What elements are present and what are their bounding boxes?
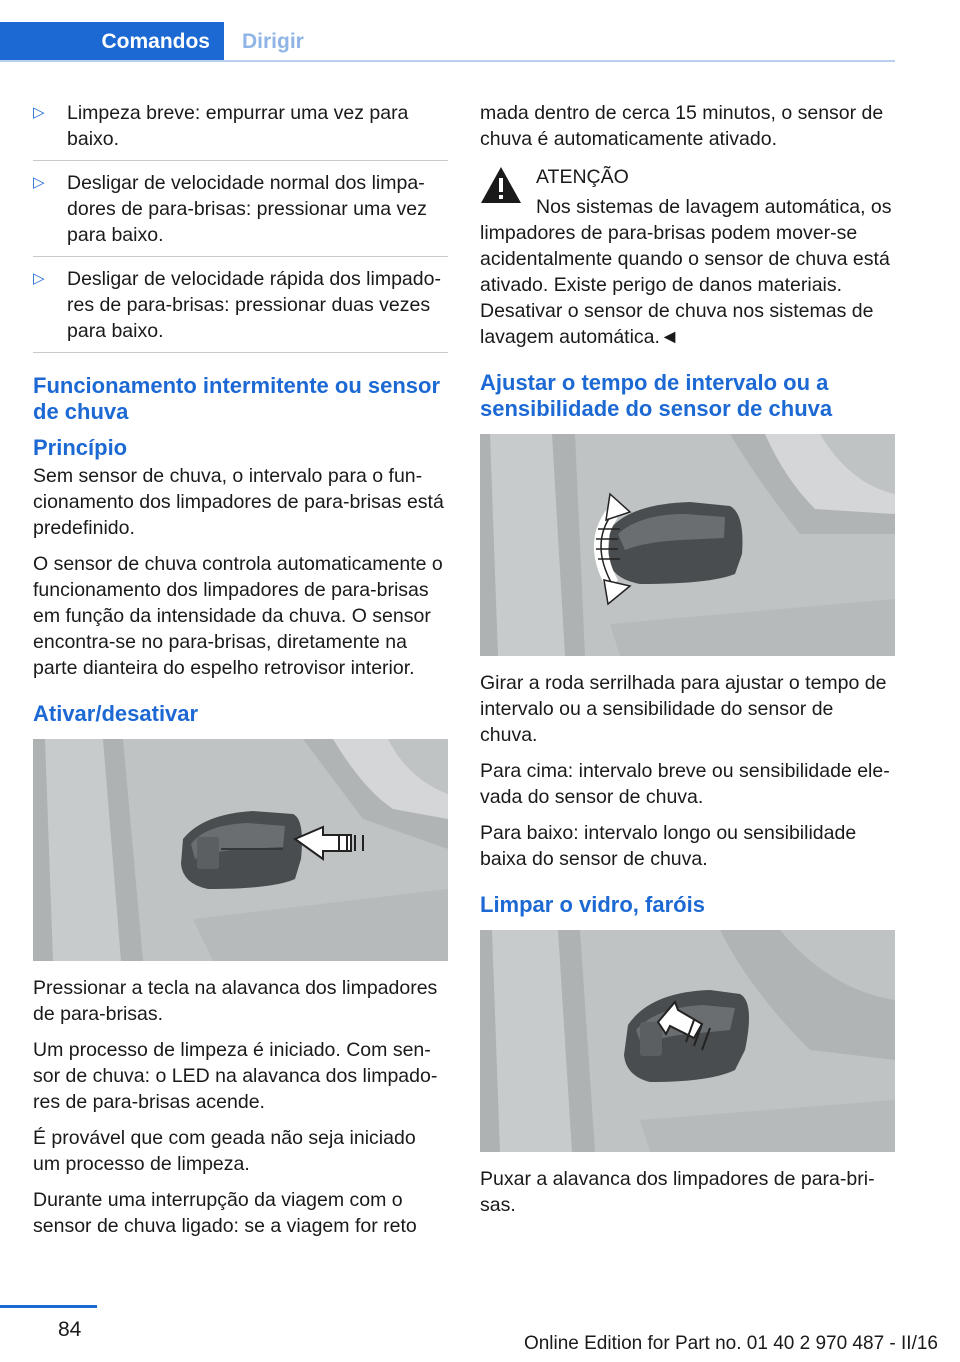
- page-number: 84: [58, 1318, 82, 1341]
- right-column: [480, 100, 895, 1228]
- header-divider: [0, 60, 895, 62]
- paragraph: Sem sensor de chuva, o intervalo para o funcionamento dos limpadores de para-brisas está predefinido.: [33, 465, 444, 539]
- paragraph: Durante uma interrupção da viagem com o sensor de chuva ligado: se a viagem for reto: [33, 1189, 417, 1237]
- wiper-wheel-illustration: [480, 434, 895, 656]
- subsection-title-principle: Princípio: [33, 435, 128, 460]
- wiper-steps-list: [33, 100, 448, 353]
- list-item-text: Desligar de velocidade normal dos limpadores de para-brisas: pressionar uma vez para baixo.: [67, 172, 427, 246]
- wiper-pull-illustration: [480, 930, 895, 1152]
- page-header: [0, 0, 960, 62]
- paragraph: É provável que com geada não seja iniciado um processo de limpeza.: [33, 1127, 416, 1175]
- section-title-intermittent: Funcionamento intermitente ou sensor de chuva: [33, 373, 441, 424]
- list-item: [33, 100, 448, 161]
- list-item-text: Limpeza breve: empurrar uma vez para baixo.: [67, 102, 409, 150]
- tab-comandos[interactable]: Comandos: [0, 22, 224, 62]
- section-title-interval: Ajustar o tempo de intervalo ou a sensibilidade do sensor de chuva: [480, 370, 833, 421]
- section-title-activate: Ativar/desativar: [33, 701, 199, 726]
- tab-dirigir[interactable]: Dirigir: [242, 30, 304, 53]
- list-item: [33, 266, 448, 353]
- paragraph: Um processo de limpeza é iniciado. Com sensor de chuva: o LED na alavanca dos limpadores de para-brisas acende.: [33, 1039, 438, 1113]
- footer-divider: [0, 1305, 97, 1308]
- paragraph: Para cima: intervalo breve ou sensibilidade elevada do sensor de chuva.: [480, 760, 890, 808]
- paragraph: Puxar a alavanca dos limpadores de para-brisas.: [480, 1168, 875, 1216]
- triangle-bullet-icon: ▷: [33, 174, 45, 191]
- list-item-text: Desligar de velocidade rápida dos limpadores de para-brisas: pressionar duas vezes para baixo.: [67, 268, 441, 342]
- left-column: [33, 100, 448, 1249]
- paragraph: Pressionar a tecla na alavanca dos limpadores de para-brisas.: [33, 977, 438, 1025]
- edition-text: Online Edition for Part no. 01 40 2 970 487 - II/16: [523, 1333, 938, 1354]
- warning-text: Nos sistemas de lavagem automática, os limpadores de para-brisas podem mover-se acidentalmente quando o sensor de chuva está ativado. Existe perigo de danos materiais. Desativar o sensor de chuva nos sistemas de lavagem automática.◄: [480, 196, 892, 348]
- paragraph: O sensor de chuva controla automaticamente o funcionamento dos limpadores de para-brisas em função da intensidade da chuva. O sensor encontra-se no para-brisas, diretamente na parte dianteira do espelho retrovisor interior.: [33, 553, 443, 679]
- section-title-clean: Limpar o vidro, faróis: [480, 892, 705, 917]
- warning-triangle-icon: [480, 166, 522, 204]
- triangle-bullet-icon: ▷: [33, 270, 45, 287]
- list-item: [33, 170, 448, 257]
- wiper-lever-press-illustration: [33, 739, 448, 961]
- paragraph: mada dentro de cerca 15 minutos, o sensor de chuva é automaticamente ativado.: [480, 102, 884, 150]
- warning-box: [480, 164, 895, 350]
- triangle-bullet-icon: ▷: [33, 104, 45, 121]
- warning-title: ATENÇÃO: [536, 166, 629, 188]
- paragraph: Girar a roda serrilhada para ajustar o tempo de intervalo ou a sensibilidade do sensor de chuva.: [480, 672, 887, 746]
- paragraph: Para baixo: intervalo longo ou sensibilidade baixa do sensor de chuva.: [480, 822, 857, 870]
